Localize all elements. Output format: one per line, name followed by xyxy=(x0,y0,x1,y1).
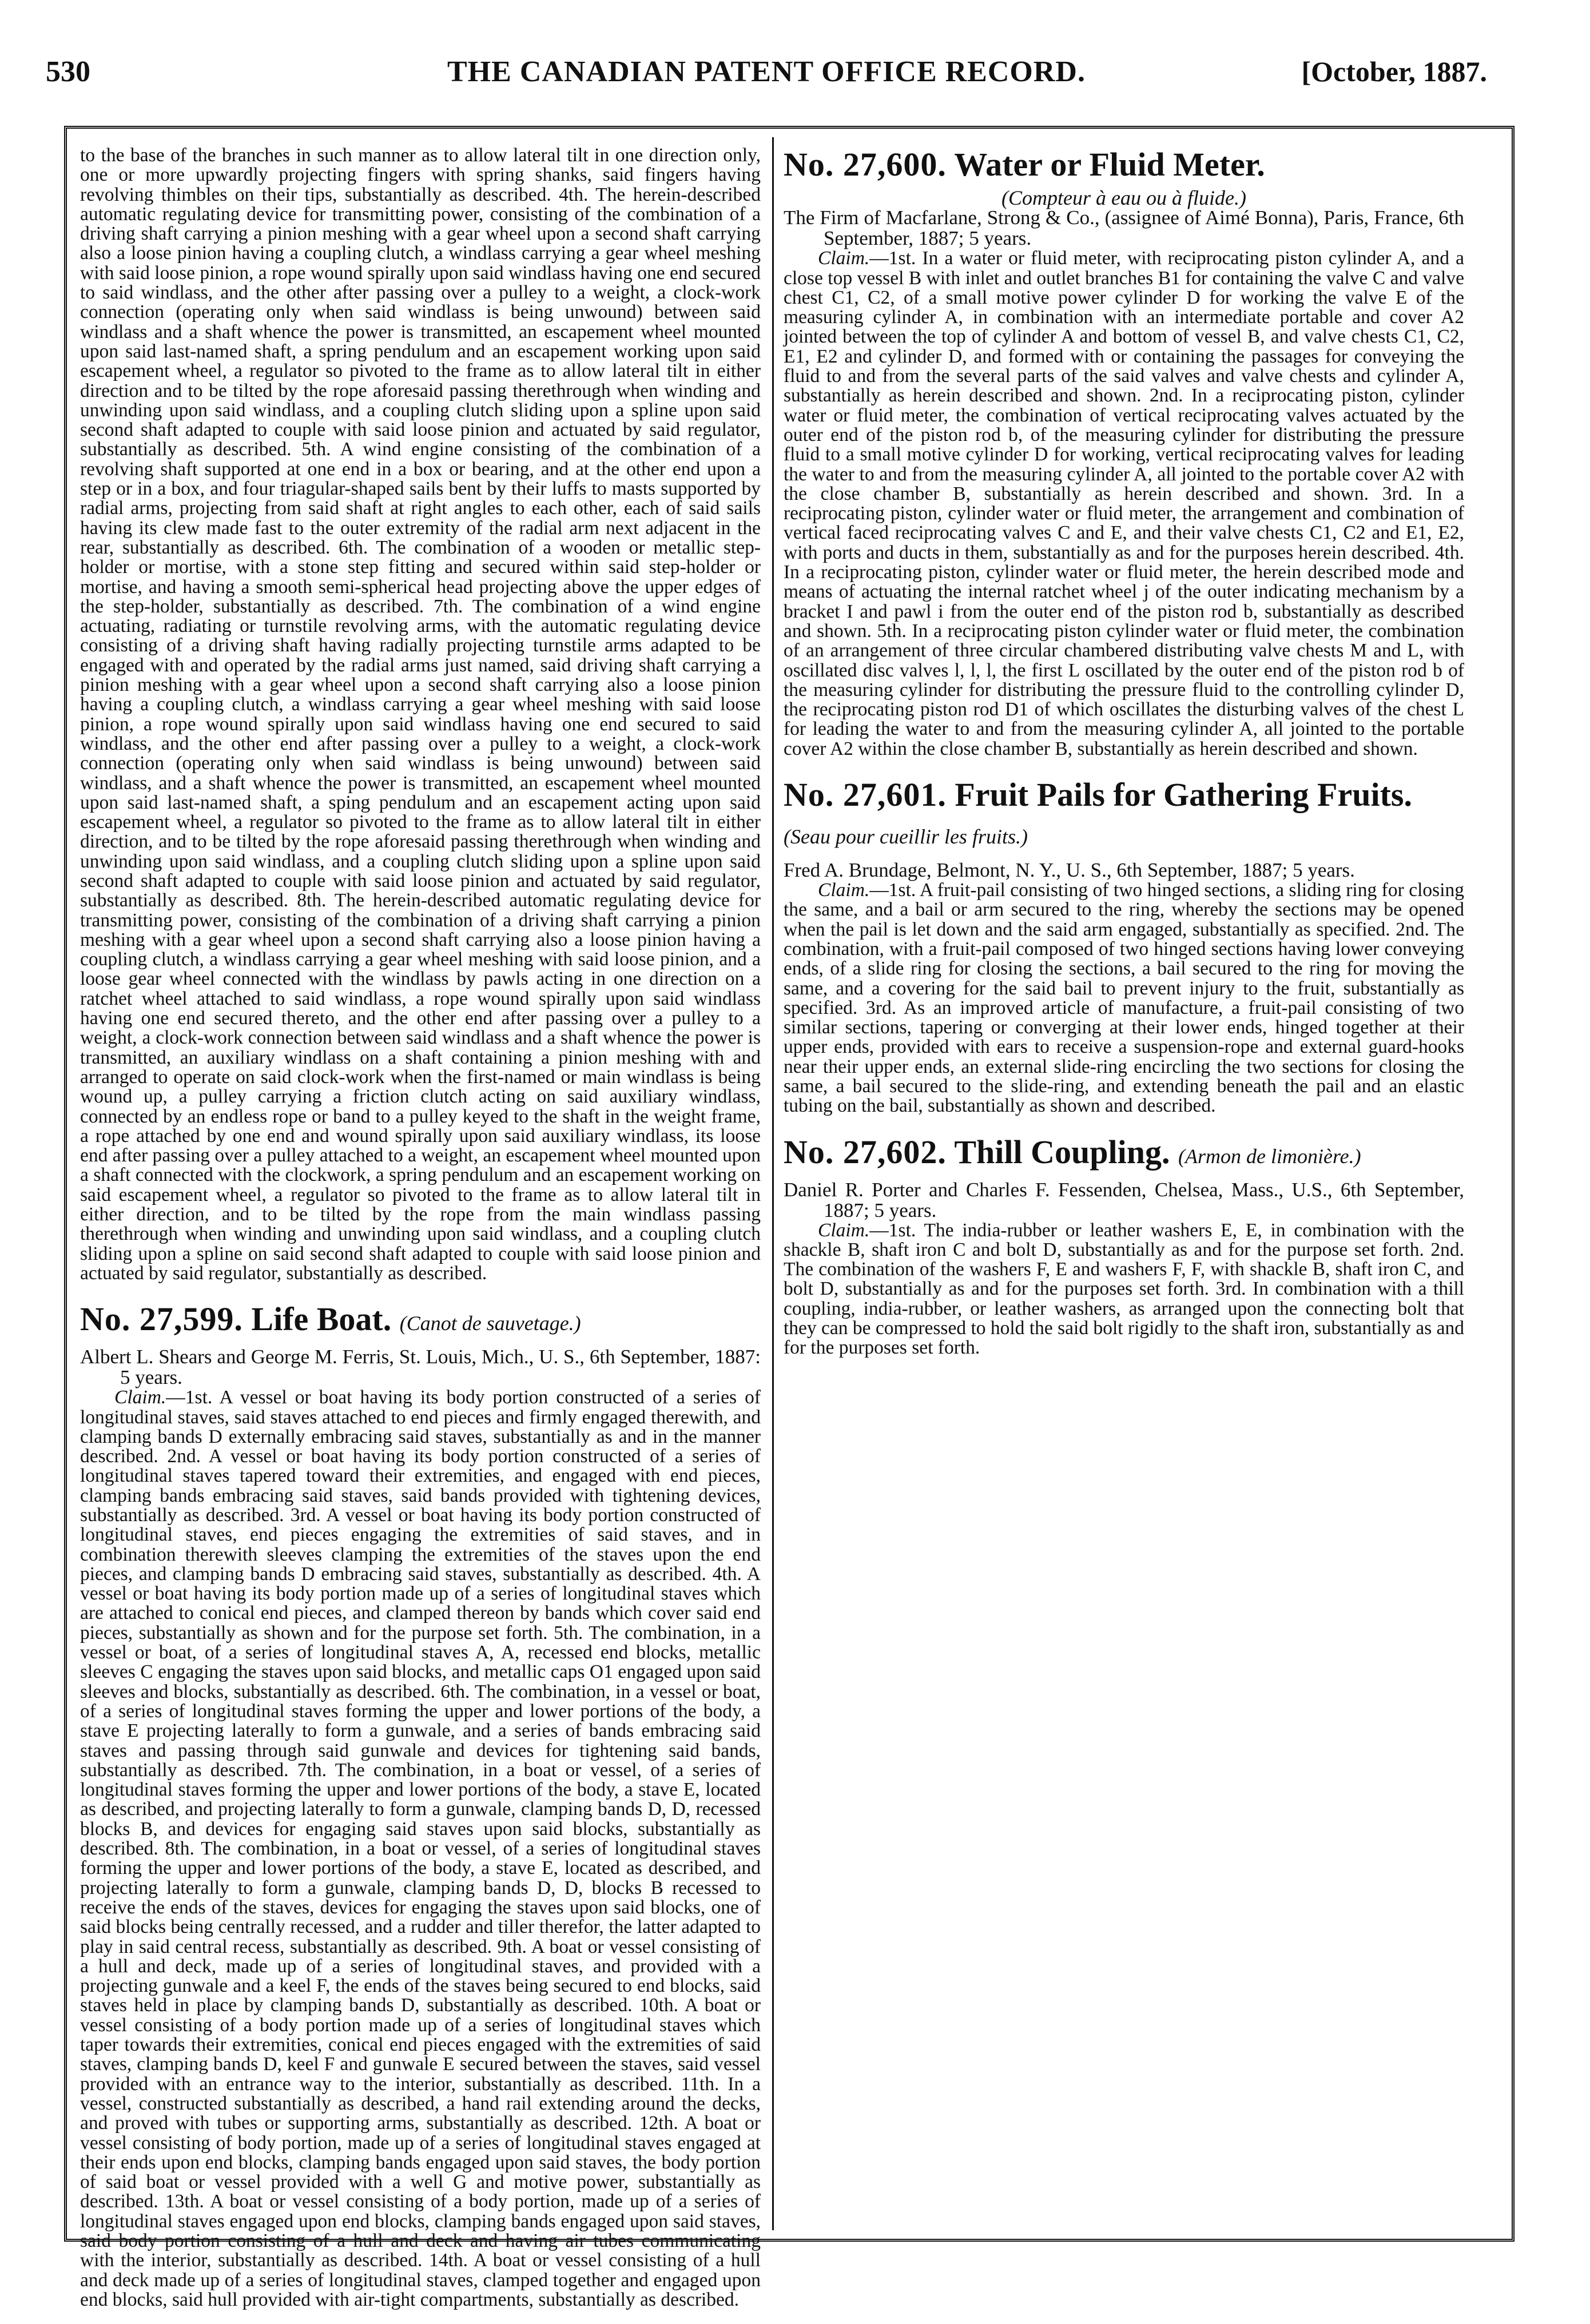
patentee-line: Fred A. Brundage, Belmont, N. Y., U. S., 6th September, 1887; 5 years. xyxy=(784,859,1355,882)
claim-text: —1st. A fruit-pail consisting of two hinged sections, a sliding ring for closing the same, and a bail or arm secured to the ring, whereby the sections may be opened when the pail is let down and the said arm engaged, substantially as specified. 2nd. The combination, with a fruit-pail composed of two hinged sections having lower conveying ends, of a slide ring for closing the sections, a bail secured to the ring for moving the same, and a covering for the said bail to prevent injury to the fruit, substantially as specified. 3rd. As an improved article of manufacture, a fruit-pail consisting of two similar sections, tapering or converging at their lower ends, hinged together at their upper ends, provided with ears to receive a suspension-rope and external guard-hooks near their upper ends, an external slide-ring encircling the two sections for closing the same, a bail secured to the slide-ring, and extending beneath the pail and an elastic tubing on the bail, substantially as shown and described. xyxy=(784,880,1464,1117)
patent-heading-27600 xyxy=(784,146,1464,184)
patentee-line: The Firm of Macfarlane, Strong & Co., (assignee of Aimé Bonna), Paris, France, 6th September, 1887; 5 years. xyxy=(784,206,1464,250)
patent-title: Fruit Pails for Gathering Fruits. xyxy=(955,776,1412,814)
patent-number: No. 27,602. xyxy=(784,1133,947,1171)
patent-title: Thill Coupling. xyxy=(954,1133,1170,1171)
patent-number: No. 27,601. xyxy=(784,776,947,814)
patent-heading-27602 xyxy=(784,1133,1464,1175)
patent-french-title: (Armon de limonière.) xyxy=(1178,1144,1361,1168)
journal-title: THE CANADIAN PATENT OFFICE RECORD. xyxy=(447,55,1086,88)
claim-label: Claim. xyxy=(818,248,870,269)
claim-label: Claim. xyxy=(818,880,870,901)
patent-title: Water or Fluid Meter. xyxy=(954,146,1265,183)
patent-title: Life Boat. xyxy=(251,1300,392,1338)
claim-text: —1st. A vessel or boat having its body portion constructed of a series of longitudinal staves, said staves attached to end pieces and firmly engaged therewith, and clamping bands D externally embracing said staves, substantially as and in the manner described. 2nd. A vessel or boat having its body portion constructed of a series of longitudinal staves tapered toward their extremities, and engaged with end pieces, clamping bands embracing said staves, said bands provided with tightening devices, substantially as described. 3rd. A vessel or boat having its body portion constructed of longitudinal staves, end pieces engaging the extremities of said staves, and in combination therewith sleeves clamping the extremities of the staves upon the end pieces, and clamping bands D embracing said staves, substantially as described. 4th. A vessel or boat having its body portion made up of a series of longitudinal staves which are attached to conical end pieces, and clamped thereon by bands which cover said end pieces, substantially as shown and for the purpose set forth. 5th. The combination, in a vessel or boat, of a series of longitudinal staves A, A, recessed end blocks, metallic sleeves C engaging the staves upon said blocks, and metallic caps O1 engaged upon said sleeves and blocks, substantially as described. 6th. The combination, in a vessel or boat, of a series of longitudinal staves forming the upper and lower portions of the body, a stave E projecting laterally to form a gunwale, and a series of bands embracing said staves and passing through said gunwale and devices for tightening said bands, substantially as described. 7th. The combination, in a boat or vessel, of a series of longitudinal staves forming the upper and lower portions of the body, a stave E, located as described, and projecting laterally to form a gunwale, clamping bands D, D, recessed blocks B, and devices for engaging said staves upon said blocks, substantially as described. 8th. The combination, in a boat or vessel, of a series of longitudinal staves forming the upper and lower portions of the body, a stave E, located as described, and projecting laterally to form a gunwale, clamping bands D, D, blocks B recessed to receive the ends of the staves, devices for engaging the staves upon said blocks, one of said blocks being centrally recessed, and a rudder and tiller therefor, the latter adapted to play in said central recess, substantially as described. 9th. A boat or vessel consisting of a hull and deck, made up of a series of longitudinal staves, and provided with a projecting gunwale and a keel F, the ends of the staves being secured to end blocks, said staves held in place by clamping bands D, substantially as described. 10th. A boat or vessel consisting of a body portion made up of a series of longitudinal staves which taper towards their extremities, conical end pieces engaged with the extremities of said staves, clamping bands D, keel F and gunwale E secured between the staves, said vessel provided with an entrance way to the interior, substantially as described. 11th. In a vessel, constructed substantially as described, a hand rail extending around the decks, and proved with tubes or supporting arms, substantially as described. 12th. A boat or vessel consisting of body portion, made up of a series of longitudinal staves engaged at their ends upon end blocks, clamping bands engaged upon said staves, the body portion of said boat or vessel provided with a well G and motive power, substantially as described. 13th. A boat or vessel consisting of a body portion, made up of a series of longitudinal staves engaged upon end blocks, clamping bands engaged upon said staves, said body portion consisting of a hull and deck and having air tubes communicating with the interior, substantially as described. 14th. A boat or vessel consisting of a hull and deck made up of a series of longitudinal staves, clamped together and engaged upon end blocks, said hull provided with air-tight compartments, substantially as described. xyxy=(80,1387,761,2310)
claim-text: —1st. The india-rubber or leather washers E, E, in combination with the shackle B, shaft iron C and bolt D, substantially as and for the purpose set forth. 2nd. The combination of the washers F, E and washers F, F, with shackle B, shaft iron C, and bolt D, substantially as and for the purposes set forth. 3rd. In combination with a thill coupling, india-rubber, or leather washers, as arranged upon the connecting bolt that they can be compressed to hold the said bolt rigidly to the shaft iron, substantially as and for the purposes set forth. xyxy=(784,1219,1464,1359)
issue-date: [October, 1887. xyxy=(1301,55,1487,87)
page-header xyxy=(46,55,1487,101)
patent-french-title: (Canot de sauvetage.) xyxy=(399,1312,581,1335)
patent-number: No. 27,599. xyxy=(80,1300,243,1338)
patent-claims xyxy=(784,1221,1464,1358)
patent-number: No. 27,600. xyxy=(784,146,947,183)
page-number: 530 xyxy=(46,55,90,88)
patent-heading-27599 xyxy=(80,1300,761,1342)
patent-french-title: (Seau pour cueillir les fruits.) xyxy=(784,825,1028,849)
left-column xyxy=(80,145,761,2310)
claim-text: —1st. In a water or fluid meter, with reciprocating piston cylinder A, and a close top vessel B with inlet and outlet branches B1 for containing the valve C and valve chest C1, C2, of a small motive power cylinder D for working the valve E of the measuring cylinder A, in combination with an intermediate portable and cover A2 jointed between the top of cylinder A and bottom of vessel B, and valve chests C1, C2, E1, E2 and cylinder D, and formed with or containing the passages for conveying the fluid to and from the several parts of the said valves and valve chests and cylinder A, substantially as herein described and shown. 2nd. In a reciprocating piston, cylinder water or fluid meter, the combination of vertical reciprocating valves actuated by the outer end of the piston rod b, of the measuring cylinder for distributing the pressure fluid to a small motive cylinder D for working, vertical reciprocating valves for leading the water to and from the measuring cylinder A, all jointed to the portable cover A2 with the close chamber B, substantially as herein described and shown. 3rd. In a reciprocating piston, cylinder water or fluid meter, the arrangement and combination of vertical faced reciprocating valves C and E, and their valve chests C1, C2 and E1, E2, with ports and ducts in them, substantially as and for the purposes herein described. 4th. In a reciprocating piston, cylinder water or fluid meter, the herein described mode and means of actuating the internal ratchet wheel j of the outer indicating mechanism by a bracket I and pawl i from the outer end of the piston rod b, substantially as described and shown. 5th. In a reciprocating piston cylinder water or fluid meter, the combination of an arrangement of three circular chambered distributing valve chests M and L, with oscillated disc valves l, l, l, the first L oscillated by the outer end of the piston rod b of the measuring cylinder for distributing the pressure fluid to the controlling cylinder D, the reciprocating piston rod D1 of which oscillates the disturbing valves of the chest L for leading the water to and from the measuring cylinder A, all jointed to the portable cover A2 within the close chamber B, substantially as herein described and shown. xyxy=(784,248,1464,759)
continued-claims-text: to the base of the branches in such manner as to allow lateral tilt in one direction only, one or more upwardly projecting fingers with spring shanks, said fingers having revolving thimbles on their tips, substantially as described. 4th. The herein-described automatic regulating device for transmitting power, consisting of the combination of a driving shaft carrying a pinion meshing with a gear wheel upon a second shaft carrying also a loose pinion having a coupling clutch, a windlass carrying a gear wheel meshing with said loose pinion, a rope wound spirally upon said windlass having one end secured to said windlass, and the other after passing over a pulley to a weight, a clock-work connection (operating only when said windlass is being unwound) between said windlass and a shaft whence the power is transmitted, an escapement wheel mounted upon said last-named shaft, a spring pendulum and an escapement working upon said escapement wheel, a regulator so pivoted to the frame as to allow lateral tilt in either direction and to be tilted by the rope aforesaid passing therethrough when winding and unwinding upon said windlass, and a coupling clutch sliding upon a spline upon said second shaft adapted to couple with said loose pinion and actuated by said regulator, substantially as described. 5th. A wind engine consisting of the combination of a revolving shaft supported at one end in a box or bearing, and at the other end upon a step or in a box, and four triagular-shaped sails bent by their luffs to masts supported by radial arms, projecting from said shaft at right angles to each other, each of said sails having its clew made fast to the outer extremity of the radial arm next adjacent in the rear, substantially as described. 6th. The combination of a wooden or metallic step-holder or mortise, with a stone step fitting and secured within said step-holder or mortise, and having a smooth semi-spherical head projecting above the upper edges of the step-holder, substantially as described. 7th. The combination of a wind engine actuating, radiating or turnstile revolving arms, with the automatic regulating device consisting of a driving shaft having radially projecting turnstile arms adapted to be engaged with and operated by the radial arms just named, said driving shaft carrying a pinion meshing with a gear wheel upon a second shaft carrying also a loose pinion having a coupling clutch, a windlass carrying a gear wheel meshing with said loose pinion, a rope wound spirally upon said windlass having one end secured to said windlass, and the other end after passing over a pulley to a weight, a clock-work connection (operating only when said windlass is being unwound) between said windlass, and a shaft whence the power is transmitted, an escapement wheel mounted upon said last-named shaft, a sping pendulum and an escapement acting upon said escapement wheel, a regulator so pivoted to the frame as to allow lateral tilt in either direction, and to be tilted by the rope aforesaid passing therethrough when winding and unwinding upon said windlass, and a coupling clutch sliding upon a spline upon said second shaft adapted to couple with said loose pinion and actuated by said regulator, substantially as described. 8th. The herein-described automatic regulating device for transmitting power, consisting of the combination of a driving shaft carrying a pinion meshing with a gear wheel upon a second shaft carrying also a loose pinion having a coupling clutch, a windlass carrying a gear wheel meshing with said loose pinion, and a loose gear wheel connected with the windlass by pawls acting in one direction on a ratchet wheel attached to said windlass, a rope wound spirally upon said windlass having one end secured thereto, and the other end after passing over a pulley to a weight, a clock-work connection between said windlass and a shaft whence the power is transmitted, an auxiliary windlass on a shaft containing a pinion meshing with and arranged to operate on said clock-work when the first-named or main windlass is being wound up, a pulley carrying a friction clutch acting on said auxiliary windlass, connected by an endless rope or band to a pulley keyed to the shaft in the weight frame, a rope attached by one end and wound spirally upon said auxiliary windlass, its loose end after passing over a pulley attached to a weight, an escapement wheel mounted upon a shaft connected with the clockwork, a spring pendulum and an escapement working on said escapement wheel, a regulator so pivoted to the frame as to allow lateral tilt in either direction, and to be tilted by the rope from the main windlass passing therethrough when winding and unwinding upon said windlass, and a coupling clutch sliding upon a spline on said second shaft adapted to couple with said loose pinion and actuated by said regulator, substantially as described. xyxy=(80,145,761,1284)
column-divider xyxy=(772,137,774,2230)
patent-french-title: (Compteur à eau ou à fluide.) xyxy=(1001,186,1246,209)
patent-claims xyxy=(784,881,1464,1116)
claim-label: Claim. xyxy=(818,1219,870,1241)
claim-label: Claim. xyxy=(114,1387,166,1408)
right-column xyxy=(784,146,1464,2227)
patentee-line: Daniel R. Porter and Charles F. Fessenden, Chelsea, Mass., U.S., 6th September, 1887; 5 years. xyxy=(784,1178,1464,1221)
patent-claims xyxy=(80,1388,761,2310)
patentee-line: Albert L. Shears and George M. Ferris, St. Louis, Mich., U. S., 6th September, 1887: 5 years. xyxy=(80,1346,761,1389)
patent-claims xyxy=(784,249,1464,759)
patent-heading-27601 xyxy=(784,776,1464,855)
